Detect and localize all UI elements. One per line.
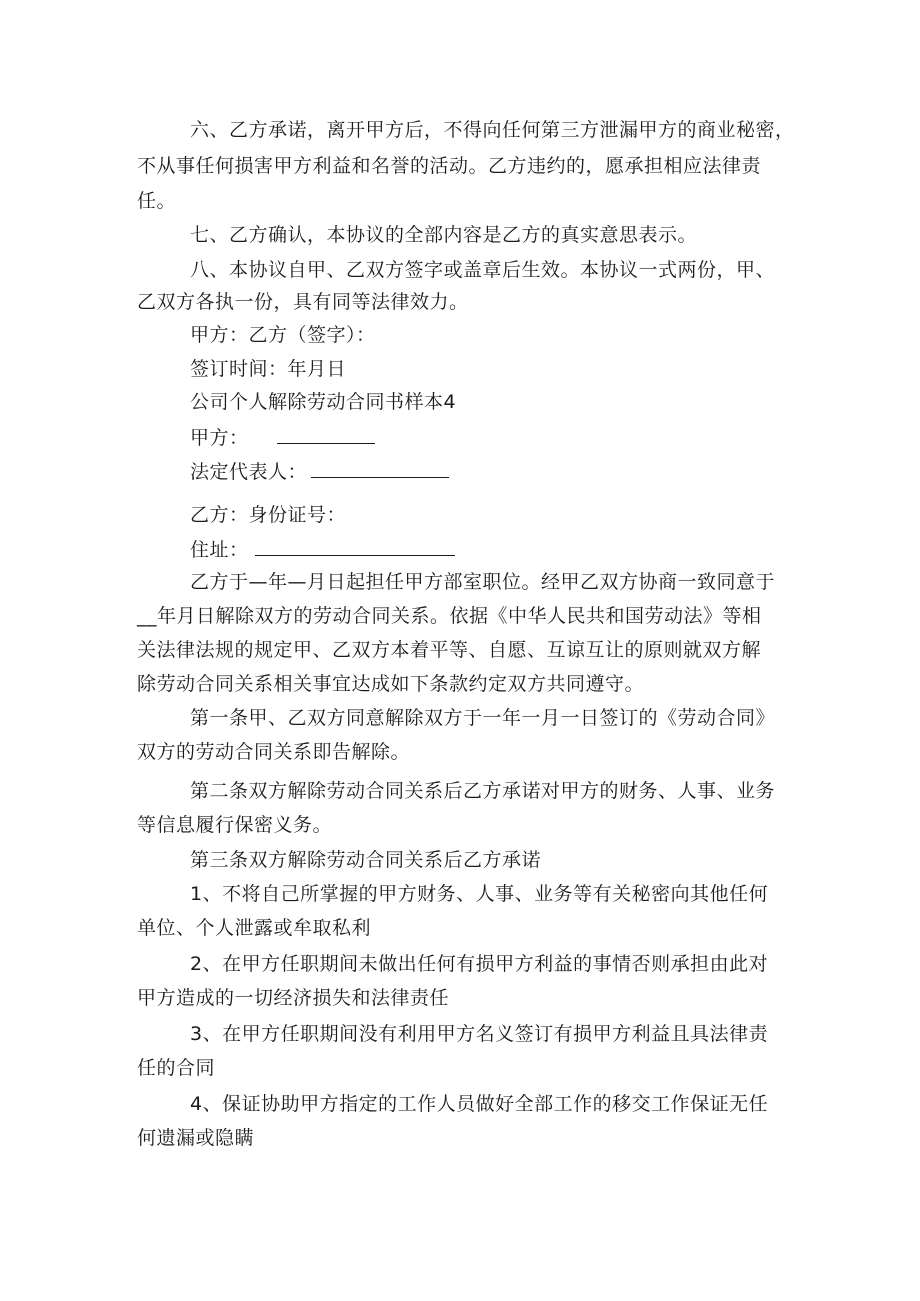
signature-date: 签订时间：年月日: [190, 358, 347, 380]
item-2-line-2: 甲方造成的一切经济损失和法律责任: [137, 987, 450, 1009]
intro-line-3: 关法律法规的规定甲、乙双方本着平等、自愿、互谅互让的原则就双方解: [137, 639, 762, 661]
item-4-line-2: 何遗漏或隐瞒: [137, 1127, 255, 1149]
item-2-line-1: 2、在甲方任职期间未做出任何有损甲方利益的事情否则承担由此对: [190, 953, 769, 975]
item-1-line-1: 1、不将自己所掌握的甲方财务、人事、业务等有关秘密向其他任何: [190, 883, 769, 905]
clause-6-line-2: 不从事任何损害甲方利益和名誉的活动。乙方违约的，愿承担相应法律责: [137, 155, 762, 177]
address-blank: [255, 537, 455, 556]
signature-parties: 甲方：乙方（签字）：: [190, 324, 376, 346]
sample-4-heading: 公司个人解除劳动合同书样本4: [190, 391, 457, 413]
article-1-line-1: 第一条甲、乙双方同意解除双方于一年一月一日签订的《劳动合同》: [190, 707, 776, 729]
article-2-line-2: 等信息履行保密义务。: [137, 814, 333, 836]
address-label: 住址：: [190, 539, 249, 561]
item-3-line-1: 3、在甲方任职期间没有利用甲方名义签订有损甲方利益且具法律责: [190, 1023, 769, 1045]
clause-6-line-1: 六、乙方承诺，离开甲方后，不得向任何第三方泄漏甲方的商业秘密，: [190, 119, 795, 141]
legal-rep-blank: [311, 459, 449, 478]
item-4-line-1: 4、保证协助甲方指定的工作人员做好全部工作的移交工作保证无任: [190, 1093, 769, 1115]
party-a-row: [190, 425, 375, 450]
party-b-row: 乙方：身份证号：: [190, 504, 347, 526]
intro-line-1: 乙方于—年—月日起担任甲方部室职位。经甲乙双方协商一致同意于: [190, 571, 776, 593]
party-a-blank: [277, 425, 375, 444]
party-a-label: 甲方：: [190, 427, 249, 449]
clause-8-line-2: 乙双方各执一份，具有同等法律效力。: [137, 291, 469, 313]
legal-rep-row: [190, 459, 449, 484]
address-row: [190, 537, 455, 562]
article-1-line-2: 双方的劳动合同关系即告解除。: [137, 741, 411, 763]
clause-8-line-1: 八、本协议自甲、乙双方签字或盖章后生效。本协议一式两份，甲、: [190, 259, 776, 281]
legal-rep-label: 法定代表人：: [190, 461, 308, 483]
intro-line-2: __年月日解除双方的劳动合同关系。依据《中华人民共和国劳动法》等相: [137, 605, 762, 627]
clause-7: 七、乙方确认，本协议的全部内容是乙方的真实意思表示。: [190, 224, 698, 246]
clause-6-line-3: 任。: [137, 190, 177, 212]
intro-line-4: 除劳动合同关系相关事宜达成如下条款约定双方共同遵守。: [137, 673, 645, 695]
article-2-line-1: 第二条双方解除劳动合同关系后乙方承诺对甲方的财务、人事、业务: [190, 780, 776, 802]
item-1-line-2: 单位、个人泄露或牟取私利: [137, 917, 372, 939]
item-3-line-2: 任的合同: [137, 1057, 216, 1079]
article-3: 第三条双方解除劳动合同关系后乙方承诺: [190, 849, 542, 871]
